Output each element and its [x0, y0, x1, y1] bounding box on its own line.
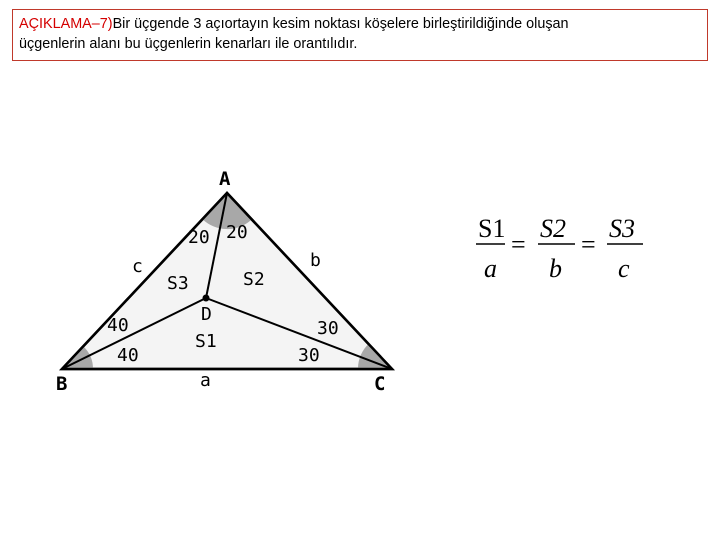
angle-C-top-label: 30 — [317, 318, 339, 339]
angle-B-top-label: 40 — [107, 315, 129, 336]
side-c-label: c — [132, 256, 143, 277]
formula-den-1: a — [484, 254, 497, 283]
formula-den-2: b — [549, 254, 562, 283]
incenter-point — [203, 295, 210, 302]
formula-den-3: c — [618, 254, 630, 283]
vertex-B-label: B — [56, 373, 68, 395]
ratio-formula — [476, 214, 643, 283]
point-D-label: D — [201, 304, 212, 325]
angle-C-bottom-label: 30 — [298, 345, 320, 366]
region-S3-label: S3 — [167, 273, 189, 294]
side-b-label: b — [310, 250, 321, 271]
region-S2-label: S2 — [243, 269, 265, 290]
region-S1-label: S1 — [195, 331, 217, 352]
explanation-line-2: üçgenlerin alanı bu üçgenlerin kenarları ile orantılıdır. — [19, 36, 358, 52]
explanation-label: AÇIKLAMA–7) — [19, 16, 113, 32]
angle-A-left-label: 20 — [188, 227, 210, 248]
angle-A-right-label: 20 — [226, 222, 248, 243]
vertex-C-label: C — [374, 373, 386, 395]
side-a-label: a — [200, 370, 211, 391]
angle-B-bottom-label: 40 — [117, 345, 139, 366]
formula-num-3: S3 — [609, 214, 635, 243]
formula-num-1: S1 — [478, 214, 506, 243]
explanation-line-1: Bir üçgende 3 açıortayın kesim noktası köşelere birleştirildiğinde oluşan — [112, 16, 569, 32]
equals-sign-1: = — [511, 230, 526, 259]
equals-sign-2: = — [581, 230, 596, 259]
formula-num-2: S2 — [540, 214, 566, 243]
vertex-A-label: A — [219, 168, 231, 190]
